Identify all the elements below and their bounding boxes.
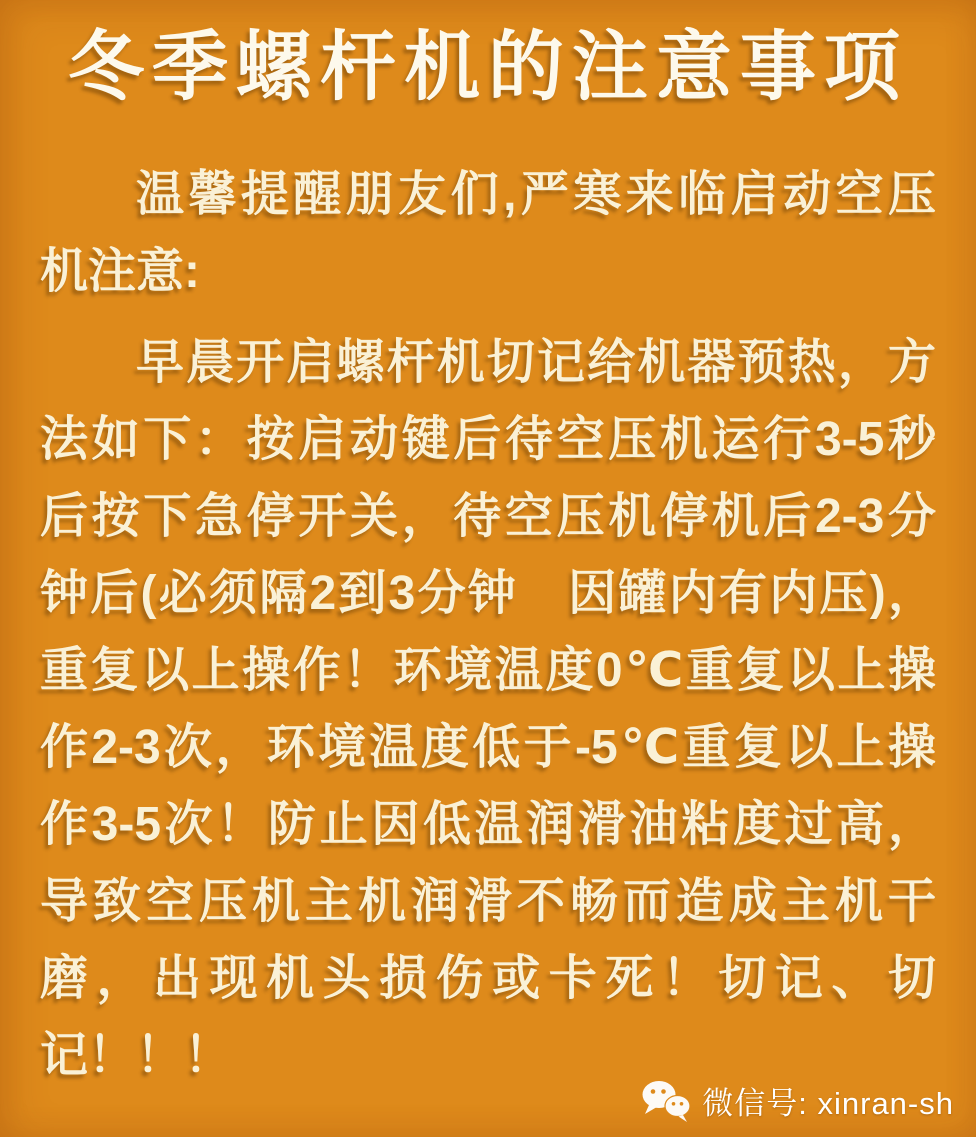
body-line: 早晨开启螺杆机切记给机器预热，方	[136, 336, 936, 389]
intro-line: 机注意:	[40, 245, 200, 298]
body-line: 导致空压机主机润滑不畅而造成主机干	[40, 875, 936, 928]
body-line: 磨，出现机头损伤或卡死！切记、切	[40, 952, 936, 1005]
wechat-icon	[640, 1079, 692, 1123]
body-line: 重复以上操作！环境温度0℃重复以上操	[40, 644, 936, 697]
body-line: 记！！！	[40, 1029, 233, 1082]
body-line: 法如下：按启动键后待空压机运行3-5秒	[40, 413, 936, 466]
intro-paragraph	[40, 156, 936, 310]
body-line: 钟后(必须隔2到3分钟 因罐内有内压)，	[40, 567, 936, 620]
intro-line: 温馨提醒朋友们,严寒来临启动空压	[136, 168, 936, 221]
body-paragraph	[40, 324, 936, 1094]
body-line: 后按下急停开关，待空压机停机后2-3分	[40, 490, 936, 543]
body-line: 作2-3次，环境温度低于-5℃重复以上操	[40, 721, 936, 774]
body-line: 作3-5次！防止因低温润滑油粘度过高，	[40, 798, 936, 851]
wechat-watermark	[640, 1078, 954, 1123]
poster-title: 冬季螺杆机的注意事项	[68, 25, 908, 110]
wechat-id-label: 微信号: xinran-sh	[702, 1086, 954, 1121]
